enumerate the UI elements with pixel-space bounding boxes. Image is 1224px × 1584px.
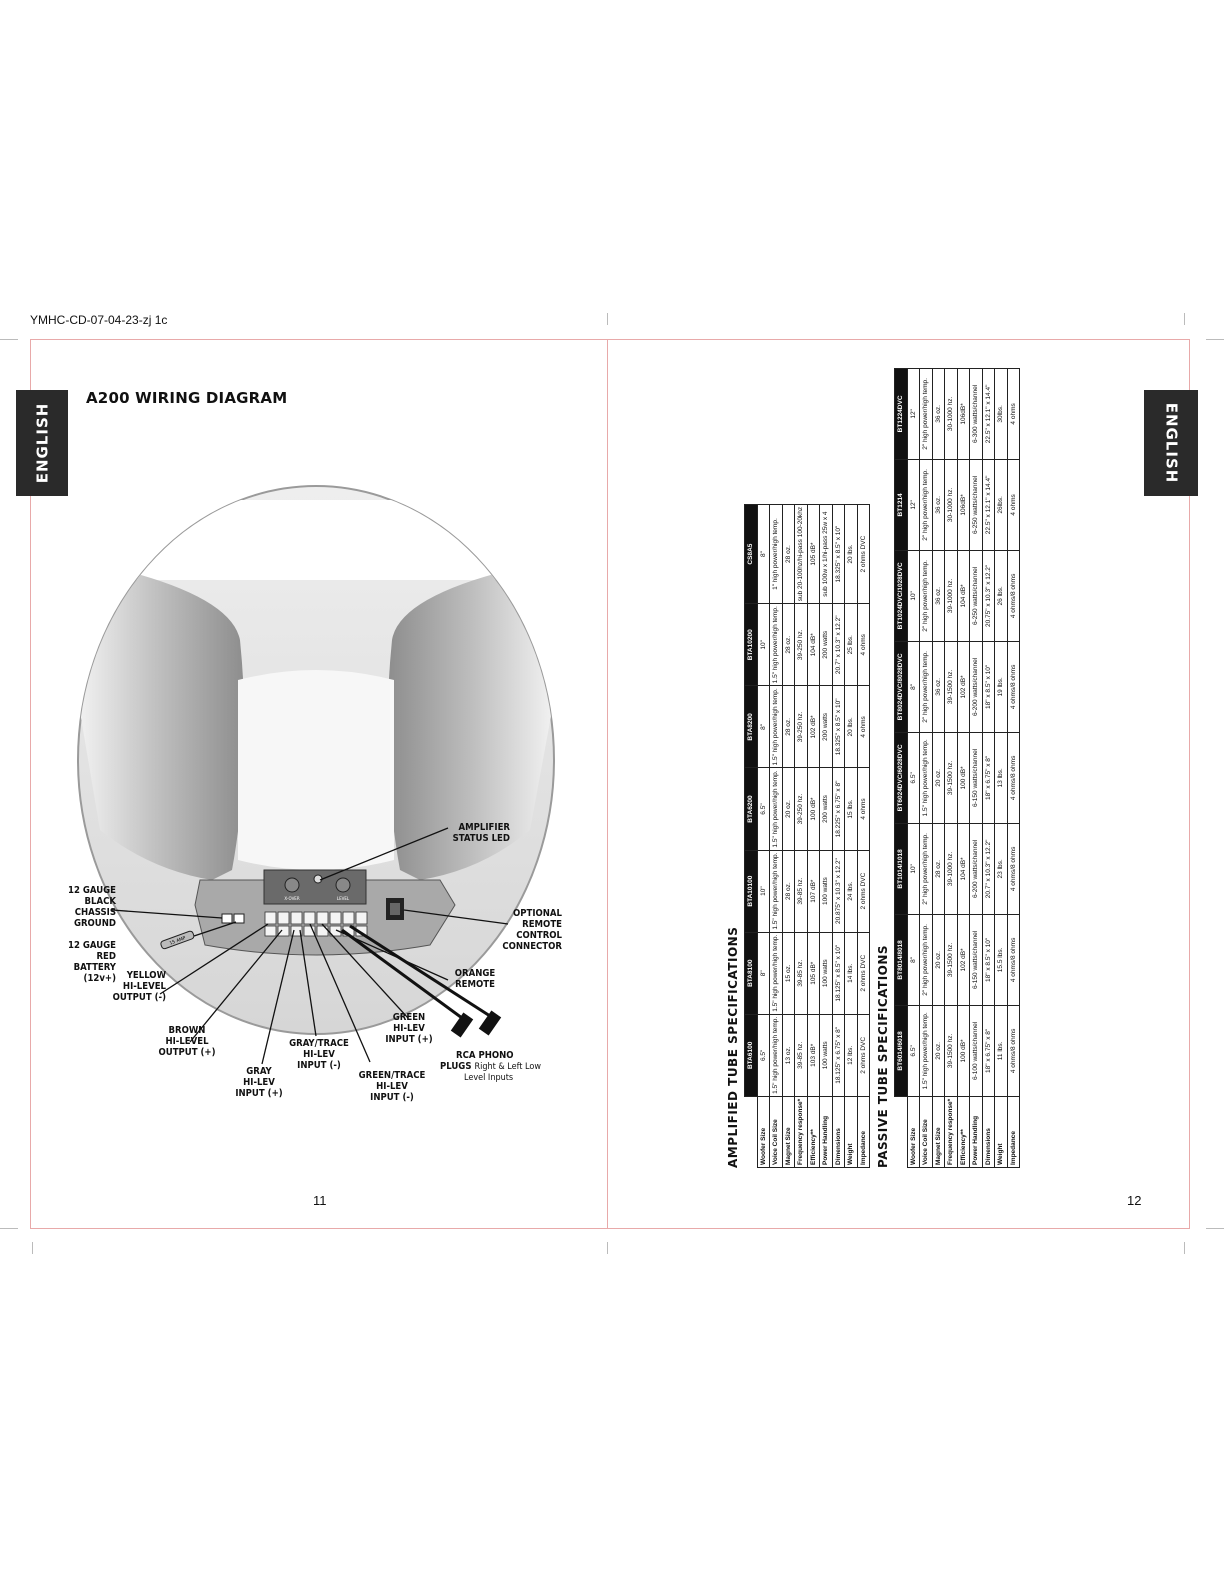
table-cell: 13 lbs. [995, 732, 1008, 823]
table-cell: 6-200 watts/channel [970, 641, 983, 732]
table-cell: 105 dB* [807, 504, 820, 603]
table-cell: 22.5" x 12.1" x 14.4" [982, 368, 995, 459]
table-cell: 30-1000 hz. [945, 368, 958, 459]
column-header: BTA8200 [745, 686, 758, 768]
table-cell: 22.5" x 12.1" x 14.4" [982, 459, 995, 550]
callout-line: HI-LEV [303, 1049, 335, 1060]
table-cell: 6.5" [907, 732, 920, 823]
row-label: Magnet Size [932, 1096, 945, 1167]
column-header: CS8A5 [745, 504, 758, 603]
table-row [920, 368, 933, 1167]
table-cell: 18.125" x 8.5" x 10" [832, 932, 845, 1014]
callout-line: RCA PHONO [456, 1050, 514, 1061]
job-slug: YMHC-CD-07-04-23-zj 1c [30, 313, 168, 327]
callout-line: HI-LEV [376, 1081, 408, 1092]
table-cell: 6.5" [757, 1014, 770, 1096]
table-cell: 13 oz. [782, 1014, 795, 1096]
table-cell: 28 oz. [932, 823, 945, 914]
table-cell: 103 dB* [807, 1014, 820, 1096]
column-header: BT1024DVC/1028DVC [895, 550, 908, 641]
table-cell: 39-1000 hz. [945, 550, 958, 641]
table-cell: 104 dB* [807, 604, 820, 686]
table-row [820, 504, 833, 1167]
table-cell: 36 oz. [932, 368, 945, 459]
table-cell: 106dB* [957, 459, 970, 550]
table-cell: 4 ohms [857, 686, 870, 768]
table-row [932, 368, 945, 1167]
table-cell: 20 oz. [932, 1005, 945, 1096]
callout-line: YELLOW [126, 970, 166, 981]
callout-line: GRAY [246, 1066, 272, 1077]
table-cell: 4 ohms/8 ohms [1007, 550, 1020, 641]
table-cell: 4 ohms/8 ohms [1007, 732, 1020, 823]
table-cell: 20.7" x 10.3" x 12.2" [832, 604, 845, 686]
specifications-block [726, 348, 1056, 1168]
table-cell: 6-150 watts/channel [970, 914, 983, 1005]
table-cell: 39-1500 hz. [945, 914, 958, 1005]
row-label: Impedance [857, 1096, 870, 1167]
table-cell: 6-250 watts/channel [970, 550, 983, 641]
table-row [782, 504, 795, 1167]
table-cell: 30lbs. [995, 368, 1008, 459]
callout-line: HI-LEV [243, 1077, 275, 1088]
crop-mark [607, 1242, 608, 1254]
table-cell: 4 ohms/8 ohms [1007, 914, 1020, 1005]
table-cell: 39-1000 hz. [945, 823, 958, 914]
column-header: BT1014/1018 [895, 823, 908, 914]
language-tab-label: ENGLISH [1162, 402, 1181, 484]
table-cell: 20 lbs. [845, 686, 858, 768]
table-cell: 15 oz. [782, 932, 795, 1014]
page-number-right: 12 [1127, 1193, 1142, 1208]
column-header: BT6024DVC/6028DVC [895, 732, 908, 823]
table-cell: 18.325" x 8.5" x 10" [832, 504, 845, 603]
table-cell: 23 lbs. [995, 823, 1008, 914]
table-cell: 6-300 watts/channel [970, 368, 983, 459]
table-cell: 105 dB* [807, 932, 820, 1014]
rca-plug-left [479, 1011, 501, 1036]
table-cell: 2" high power/high temp. [920, 641, 933, 732]
table-cell: 11 lbs. [995, 1005, 1008, 1096]
callout-line: BROWN [168, 1025, 206, 1036]
table-cell: 12" [907, 459, 920, 550]
table-cell: 39-250 hz. [795, 604, 808, 686]
callout-line: AMPLIFIER [458, 822, 510, 833]
column-header: BT1224DVC [895, 368, 908, 459]
row-label: Frequency response* [945, 1096, 958, 1167]
table-cell: 4 ohms [1007, 459, 1020, 550]
table-cell: 107 dB* [807, 850, 820, 932]
callout-line: PLUGS [440, 1061, 472, 1072]
table-cell: 18" x 6.75" x 8" [982, 732, 995, 823]
table-cell: 4 ohms [857, 768, 870, 850]
table-cell: 20 oz. [782, 768, 795, 850]
table-row [845, 504, 858, 1167]
table-cell: 39-250 hz. [795, 686, 808, 768]
table-cell: 100 watts [820, 932, 833, 1014]
callout-line: INPUT (+) [385, 1034, 433, 1045]
table-cell: 200 watts [820, 686, 833, 768]
table-cell: 14 lbs. [845, 932, 858, 1014]
callout-line: INPUT (+) [235, 1088, 283, 1099]
table-header-row [895, 368, 908, 1167]
table-cell: 100 dB* [957, 732, 970, 823]
row-label: Weight [995, 1096, 1008, 1167]
table-cell: 2" high power/high temp. [920, 914, 933, 1005]
column-header: BTA6200 [745, 768, 758, 850]
table-cell: 28 oz. [782, 686, 795, 768]
table-cell: 10" [757, 604, 770, 686]
row-label: Efficiency** [807, 1096, 820, 1167]
column-header: BT8024DVC/8028DVC [895, 641, 908, 732]
table-row [982, 368, 995, 1167]
table-cell: 8" [757, 686, 770, 768]
table-cell: 6-150 watts/channel [970, 732, 983, 823]
table-cell: 28 oz. [782, 604, 795, 686]
callout-line: HI-LEV [393, 1023, 425, 1034]
row-label: Power Handling [820, 1096, 833, 1167]
table-cell: 39-85 hz. [795, 850, 808, 932]
table-cell: 2" high power/high temp. [920, 368, 933, 459]
table-cell: 4 ohms/8 ohms [1007, 641, 1020, 732]
table-row [907, 368, 920, 1167]
table-cell: 4 ohms [1007, 368, 1020, 459]
table-cell: 2 ohms DVC [857, 850, 870, 932]
column-header: BTA8100 [745, 932, 758, 1014]
page-number-left: 11 [313, 1193, 327, 1208]
table-cell: 18" x 8.5" x 10" [982, 641, 995, 732]
table-cell: 102 dB* [957, 914, 970, 1005]
header-blank-cell [895, 1096, 908, 1167]
table-cell: 8" [907, 641, 920, 732]
table-row [995, 368, 1008, 1167]
passive-specs-title: PASSIVE TUBE SPECIFICATIONS [876, 944, 890, 1168]
row-label: Power Handling [970, 1096, 983, 1167]
table-cell: 39-85 hz. [795, 1014, 808, 1096]
control-panel [264, 870, 366, 904]
table-cell: 100 watts [820, 1014, 833, 1096]
language-tab-label: ENGLISH [33, 402, 52, 484]
table-cell: 20.7" x 10.3" x 12.2" [982, 823, 995, 914]
rca-plug-right [451, 1013, 473, 1038]
gray-trace-callout [282, 1038, 356, 1071]
column-header: BTA10200 [745, 604, 758, 686]
table-cell: 10" [907, 823, 920, 914]
table-cell: 100 dB* [957, 1005, 970, 1096]
table-cell: 10" [757, 850, 770, 932]
level-knob [336, 878, 350, 892]
table-cell: 19 lbs. [995, 641, 1008, 732]
table-cell: 6-100 watts/channel [970, 1005, 983, 1096]
callout-line: INPUT (-) [370, 1092, 414, 1103]
callout-line: BATTERY [73, 962, 116, 973]
callout-line: ORANGE [454, 968, 496, 979]
table-cell: 12" [907, 368, 920, 459]
green-callout [378, 1012, 440, 1045]
column-header: BTA6100 [745, 1014, 758, 1096]
table-cell: 2 ohms DVC [857, 1014, 870, 1096]
table-cell: 8" [757, 504, 770, 603]
table-cell: 6.5" [757, 768, 770, 850]
level-label: LEVEL [336, 896, 350, 901]
table-cell: 1.5" high power/high temp. [770, 686, 783, 768]
table-cell: 6.5" [907, 1005, 920, 1096]
table-cell: 20 lbs. [845, 504, 858, 603]
header-blank-cell [745, 1096, 758, 1167]
callout-line: CHASSIS [74, 907, 116, 918]
table-cell: 1.5" high power/high temp. [920, 732, 933, 823]
column-header: BT6014/6018 [895, 1005, 908, 1096]
table-cell: 102 dB* [957, 641, 970, 732]
crop-mark [0, 1228, 18, 1229]
table-cell: 36 oz. [932, 641, 945, 732]
yellow-callout [100, 970, 166, 1003]
table-cell: 39-1500 hz. [945, 732, 958, 823]
table-cell: 8" [907, 914, 920, 1005]
orange-callout [444, 968, 506, 990]
table-row [770, 504, 783, 1167]
table-cell: 1.5" high power/high temp. [920, 1005, 933, 1096]
table-row [807, 504, 820, 1167]
table-row [957, 368, 970, 1167]
crop-mark [1184, 1242, 1185, 1254]
table-cell: 100 dB* [807, 768, 820, 850]
amplified-specs-table [744, 504, 870, 1168]
table-cell: 6-250 watts/channel [970, 459, 983, 550]
table-cell: 18.225" x 6.75" x 8" [832, 768, 845, 850]
table-row [970, 368, 983, 1167]
callout-line: CONNECTOR [502, 941, 562, 952]
table-cell: 18.325" x 8.5" x 10" [832, 686, 845, 768]
table-cell: 2 ohms DVC [857, 504, 870, 603]
passive-specs-table [894, 368, 1020, 1168]
table-cell: 36 oz. [932, 550, 945, 641]
callout-line: REMOTE [455, 979, 495, 990]
column-header: BT1214 [895, 459, 908, 550]
table-row [1007, 368, 1020, 1167]
table-row [832, 504, 845, 1167]
table-cell: 200 watts [820, 768, 833, 850]
table-cell: 26 lbs. [995, 550, 1008, 641]
table-row [857, 504, 870, 1167]
callout-line: Level Inputs [464, 1073, 514, 1083]
table-cell: sub 20-100hz/hi-pass 100-20khz [795, 504, 808, 603]
callout-line: (12v+) [83, 973, 116, 984]
row-label: Frequency response* [795, 1096, 808, 1167]
crop-mark [1206, 1228, 1224, 1229]
table-cell: 39-85 hz. [795, 932, 808, 1014]
table-cell: 4 ohms [857, 604, 870, 686]
table-row [795, 504, 808, 1167]
table-cell: 18" x 8.5" x 10" [982, 914, 995, 1005]
callout-line: INPUT (-) [297, 1060, 341, 1071]
table-cell: 28 oz. [782, 504, 795, 603]
amplified-specs-title: AMPLIFIED TUBE SPECIFICATIONS [726, 926, 740, 1168]
table-cell: 100 watts [820, 850, 833, 932]
callout-line: RED [96, 951, 116, 962]
callout-line: OPTIONAL [512, 908, 562, 919]
callout-line: GREEN/TRACE [358, 1070, 426, 1081]
callout-line: CONTROL [516, 930, 562, 941]
table-cell: 20.75" x 10.3" x 12.2" [982, 550, 995, 641]
table-cell: 2" high power/high temp. [920, 550, 933, 641]
callout-line: 12 GAUGE [68, 885, 116, 896]
callout-line: OUTPUT (-) [112, 992, 166, 1003]
table-cell: 18" x 6.75" x 8" [982, 1005, 995, 1096]
brown-callout [150, 1025, 224, 1058]
table-row [945, 368, 958, 1167]
callout-line: HI-LEVEL [165, 1036, 209, 1047]
wiring-diagram [0, 0, 608, 1160]
table-cell: 15.5 lbs. [995, 914, 1008, 1005]
table-cell: 26lbs. [995, 459, 1008, 550]
callout-line: Right & Left Low [474, 1062, 541, 1072]
table-cell: 28 oz. [782, 850, 795, 932]
x-over-label: X-OVER [284, 896, 300, 901]
table-cell: 104 dB* [957, 823, 970, 914]
table-cell: sub 100w x 1/hi-pass 25w x 4 [820, 504, 833, 603]
table-cell: 24 lbs. [845, 850, 858, 932]
table-cell: 4 ohms/8 ohms [1007, 1005, 1020, 1096]
crop-mark [1184, 313, 1185, 325]
row-label: Magnet Size [782, 1096, 795, 1167]
table-row [757, 504, 770, 1167]
language-tab-right [1144, 390, 1198, 496]
callout-line: HI-LEVEL [122, 981, 166, 992]
table-cell: 106dB* [957, 368, 970, 459]
table-header-row [745, 504, 758, 1167]
row-label: Dimensions [832, 1096, 845, 1167]
callout-line: STATUS LED [452, 833, 510, 844]
row-label: Voice Coil Size [770, 1096, 783, 1167]
callout-line: OUTPUT (+) [158, 1047, 216, 1058]
table-cell: 30-1000 hz. [945, 459, 958, 550]
table-cell: 104 dB* [957, 550, 970, 641]
callout-line: REMOTE [522, 919, 562, 930]
table-cell: 36 oz. [932, 459, 945, 550]
amp-led-callout [440, 822, 510, 844]
green-trace-callout [352, 1070, 432, 1103]
table-cell: 2" high power/high temp. [920, 459, 933, 550]
callout-line: BLACK [84, 896, 116, 907]
table-cell: 1.5" high power/high temp. [770, 768, 783, 850]
row-label: Woofer Size [907, 1096, 920, 1167]
table-cell: 39-1500 hz. [945, 641, 958, 732]
table-cell: 39-250 hz. [795, 768, 808, 850]
table-cell: 15 lbs. [845, 768, 858, 850]
table-cell: 6-200 watts/channel [970, 823, 983, 914]
row-label: Impedance [1007, 1096, 1020, 1167]
ground-terminal [222, 914, 232, 923]
column-header: BT8014/8018 [895, 914, 908, 1005]
table-cell: 10" [907, 550, 920, 641]
gray-callout [228, 1066, 290, 1099]
table-cell: 1" high power/high temp. [770, 504, 783, 603]
crop-mark [32, 1242, 33, 1254]
trim-line [30, 1228, 1190, 1229]
column-header: BTA10100 [745, 850, 758, 932]
table-cell: 1.5" high power/high temp. [770, 932, 783, 1014]
callout-line: 12 GAUGE [68, 940, 116, 951]
rca-callout [440, 1050, 550, 1084]
svg-text:15 AMP: 15 AMP [169, 936, 187, 947]
callout-line: GROUND [73, 918, 116, 929]
table-cell: 4 ohms/8 ohms [1007, 823, 1020, 914]
x-over-knob [285, 878, 299, 892]
row-label: Dimensions [982, 1096, 995, 1167]
table-cell: 20 oz. [932, 732, 945, 823]
table-cell: 39-1500 hz. [945, 1005, 958, 1096]
table-cell: 1.5" high power/high temp. [770, 604, 783, 686]
table-cell: 8" [757, 932, 770, 1014]
table-cell: 200 watts [820, 604, 833, 686]
table-cell: 18.125" x 6.75" x 8" [832, 1014, 845, 1096]
callout-line: GREEN [392, 1012, 426, 1023]
table-cell: 25 lbs. [845, 604, 858, 686]
callout-line: GRAY/TRACE [289, 1038, 349, 1049]
table-cell: 20 oz. [932, 914, 945, 1005]
table-cell: 12 lbs. [845, 1014, 858, 1096]
row-label: Voice Coil Size [920, 1096, 933, 1167]
optional-callout [490, 908, 562, 952]
row-label: Woofer Size [757, 1096, 770, 1167]
table-cell: 1.5" high power/high temp. [770, 1014, 783, 1096]
ground-callout [50, 885, 116, 929]
row-label: Efficiency** [957, 1096, 970, 1167]
table-cell: 1.5" high power/high temp. [770, 850, 783, 932]
crop-mark [1206, 339, 1224, 340]
table-cell: 2" high power/high temp. [920, 823, 933, 914]
table-cell: 2 ohms DVC [857, 932, 870, 1014]
table-cell: 102 dB* [807, 686, 820, 768]
table-cell: 20.875" x 10.3" x 12.2" [832, 850, 845, 932]
page-title: A200 WIRING DIAGRAM [86, 389, 288, 407]
row-label: Weight [845, 1096, 858, 1167]
